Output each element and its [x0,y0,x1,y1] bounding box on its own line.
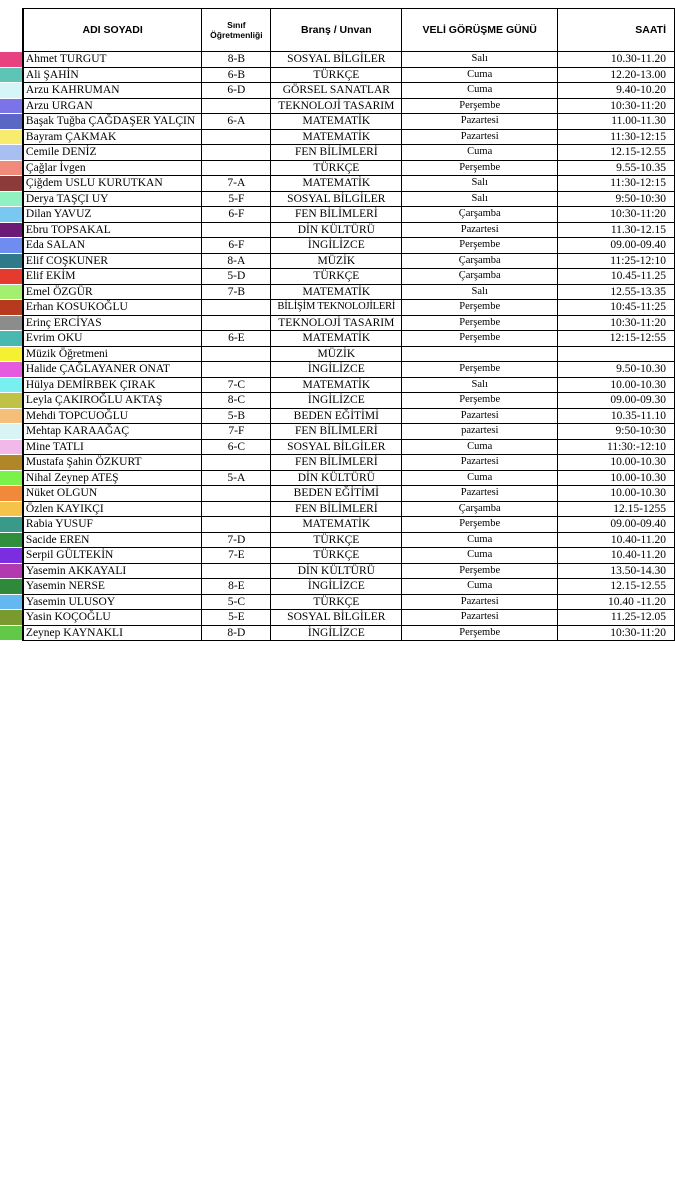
table-row [0,548,675,564]
meeting-time-cell: 11:30-12:15 [558,129,675,145]
class-cell: 6-F [202,207,271,223]
class-cell: 6-C [202,439,271,455]
meeting-time-cell: 10.45-11.25 [558,269,675,285]
class-cell [202,455,271,471]
branch-cell: SOSYAL BİLGİLER [271,52,402,68]
branch-header: Branş / Unvan [271,9,402,52]
table-row [0,501,675,517]
branch-cell: MATEMATİK [271,517,402,533]
teacher-name-cell: Evrim OKU [23,331,202,347]
row-color-swatch [0,191,23,207]
meeting-time-cell: 13.50-14.30 [558,563,675,579]
teacher-name-cell: Dilan YAVUZ [23,207,202,223]
branch-cell: DİN KÜLTÜRÜ [271,222,402,238]
table-row [0,424,675,440]
table-row [0,377,675,393]
meeting-day-cell: Cuma [402,470,558,486]
table-row [0,408,675,424]
row-color-swatch [0,145,23,161]
meeting-day-cell: Cuma [402,83,558,99]
table-row [0,129,675,145]
table-row [0,563,675,579]
teacher-name-cell: Çiğdem USLU KURUTKAN [23,176,202,192]
table-row [0,346,675,362]
name-header: ADI SOYADI [23,9,202,52]
color-column-header [0,9,23,52]
meeting-time-cell: 11.00-11.30 [558,114,675,130]
row-color-swatch [0,501,23,517]
table-row [0,439,675,455]
teacher-name-cell: Nüket OLGUN [23,486,202,502]
time-header: SAATİ [558,9,675,52]
meeting-time-cell: 9:50-10:30 [558,191,675,207]
teacher-name-cell: Erhan KOSUKOĞLU [23,300,202,316]
branch-cell: SOSYAL BİLGİLER [271,439,402,455]
class-cell [202,300,271,316]
meeting-time-cell: 10:30-11:20 [558,315,675,331]
row-color-swatch [0,176,23,192]
meeting-time-cell: 10.40-11.20 [558,548,675,564]
branch-cell: TÜRKÇE [271,160,402,176]
meeting-time-cell: 10:30-11:20 [558,98,675,114]
meeting-time-cell: 12.20-13.00 [558,67,675,83]
meeting-time-cell: 12:15-12:55 [558,331,675,347]
meeting-day-cell: Perşembe [402,331,558,347]
meeting-day-cell: Pazartesi [402,114,558,130]
class-cell [202,160,271,176]
meeting-day-cell: Salı [402,52,558,68]
row-color-swatch [0,439,23,455]
meeting-time-cell: 10.00-10.30 [558,377,675,393]
class-cell: 7-B [202,284,271,300]
meeting-day-cell: Pazartesi [402,594,558,610]
branch-cell: TÜRKÇE [271,269,402,285]
meeting-day-cell: Perşembe [402,393,558,409]
branch-cell: MATEMATİK [271,331,402,347]
meeting-day-cell: Cuma [402,439,558,455]
table-row [0,486,675,502]
table-row [0,191,675,207]
teacher-name-cell: Leyla ÇAKIROĞLU AKTAŞ [23,393,202,409]
teacher-name-cell: Cemile DENİZ [23,145,202,161]
table-row [0,284,675,300]
class-cell: 6-A [202,114,271,130]
class-cell: 8-D [202,625,271,641]
class-cell: 5-A [202,470,271,486]
meeting-time-cell: 11.25-12.05 [558,610,675,626]
branch-cell: DİN KÜLTÜRÜ [271,470,402,486]
class-cell [202,129,271,145]
branch-cell: FEN BİLİMLERİ [271,501,402,517]
meeting-day-cell: Cuma [402,145,558,161]
branch-cell: FEN BİLİMLERİ [271,455,402,471]
meeting-time-cell: 9:50-10:30 [558,424,675,440]
meeting-time-cell: 10:30-11:20 [558,625,675,641]
table-row [0,98,675,114]
meeting-time-cell: 11.30-12.15 [558,222,675,238]
teacher-meeting-table [0,8,675,641]
teacher-name-cell: Çağlar İvgen [23,160,202,176]
row-color-swatch [0,83,23,99]
branch-cell: İNGİLİZCE [271,238,402,254]
class-cell [202,98,271,114]
row-color-swatch [0,563,23,579]
row-color-swatch [0,346,23,362]
meeting-day-cell: Salı [402,377,558,393]
class-cell [202,315,271,331]
meeting-day-cell: Pazartesi [402,610,558,626]
class-header: Sınıf Öğretmenliği [202,9,271,52]
teacher-name-cell: Erinç ERCİYAS [23,315,202,331]
class-cell [202,486,271,502]
meeting-day-cell: Perşembe [402,362,558,378]
teacher-name-cell: Yasin KOÇOĞLU [23,610,202,626]
meeting-time-cell: 10.00-10.30 [558,455,675,471]
class-cell: 7-D [202,532,271,548]
teacher-name-cell: Özlen KAYIKÇI [23,501,202,517]
meeting-time-cell: 9.50-10.30 [558,362,675,378]
table-row [0,222,675,238]
table-row [0,269,675,285]
meeting-time-cell: 11:25-12:10 [558,253,675,269]
teacher-name-cell: Mehdi TOPCUOĞLU [23,408,202,424]
table-row [0,160,675,176]
class-cell: 6-E [202,331,271,347]
table-row [0,315,675,331]
table-row [0,145,675,161]
teacher-name-cell: Ali ŞAHİN [23,67,202,83]
meeting-day-cell: pazartesi [402,424,558,440]
meeting-day-cell: Salı [402,191,558,207]
table-row [0,393,675,409]
row-color-swatch [0,610,23,626]
table-row [0,362,675,378]
meeting-time-cell: 11:30-12:15 [558,176,675,192]
teacher-name-cell: Halide ÇAĞLAYANER ONAT [23,362,202,378]
meeting-time-cell: 9.55-10.35 [558,160,675,176]
branch-cell: TÜRKÇE [271,548,402,564]
branch-cell: MATEMATİK [271,377,402,393]
teacher-name-cell: Mehtap KARAAĞAÇ [23,424,202,440]
teacher-name-cell: Derya TAŞÇI UY [23,191,202,207]
branch-cell: TÜRKÇE [271,532,402,548]
branch-cell: BEDEN EĞİTİMİ [271,408,402,424]
table-row [0,300,675,316]
table-row [0,532,675,548]
branch-cell: BEDEN EĞİTİMİ [271,486,402,502]
class-cell [202,517,271,533]
meeting-time-cell: 10.30-11.20 [558,52,675,68]
teacher-name-cell: Elif EKİM [23,269,202,285]
teacher-name-cell: Arzu KAHRUMAN [23,83,202,99]
row-color-swatch [0,362,23,378]
teacher-name-cell: Başak Tuğba ÇAĞDAŞER YALÇIN [23,114,202,130]
row-color-swatch [0,284,23,300]
meeting-day-cell: Çarşamba [402,253,558,269]
meeting-time-cell: 10.40-11.20 [558,532,675,548]
meeting-time-cell: 10.35-11.10 [558,408,675,424]
row-color-swatch [0,269,23,285]
row-color-swatch [0,331,23,347]
branch-cell: MATEMATİK [271,176,402,192]
meeting-time-cell: 12.15-1255 [558,501,675,517]
class-cell [202,501,271,517]
row-color-swatch [0,160,23,176]
meeting-day-cell: Çarşamba [402,269,558,285]
teacher-name-cell: Zeynep KAYNAKLI [23,625,202,641]
day-header: VELİ GÖRÜŞME GÜNÜ [402,9,558,52]
branch-cell: SOSYAL BİLGİLER [271,610,402,626]
branch-cell: FEN BİLİMLERİ [271,424,402,440]
meeting-day-cell: Perşembe [402,315,558,331]
class-cell: 7-E [202,548,271,564]
meeting-day-cell: Salı [402,284,558,300]
meeting-day-cell: Cuma [402,67,558,83]
table-row [0,176,675,192]
meeting-time-cell: 10.00-10.30 [558,470,675,486]
row-color-swatch [0,222,23,238]
branch-cell: GÖRSEL SANATLAR [271,83,402,99]
class-cell: 7-F [202,424,271,440]
branch-cell: MATEMATİK [271,129,402,145]
teacher-name-cell: Emel ÖZGÜR [23,284,202,300]
meeting-day-cell: Perşembe [402,160,558,176]
teacher-name-cell: Müzik Öğretmeni [23,346,202,362]
table-row [0,114,675,130]
teacher-name-cell: Ebru TOPSAKAL [23,222,202,238]
teacher-name-cell: Yasemin NERSE [23,579,202,595]
class-cell: 5-E [202,610,271,626]
table-row [0,52,675,68]
teacher-name-cell: Ahmet TURGUT [23,52,202,68]
schedule-sheet [0,8,675,641]
teacher-name-cell: Rabia YUSUF [23,517,202,533]
meeting-day-cell: Çarşamba [402,501,558,517]
meeting-day-cell: Perşembe [402,625,558,641]
meeting-time-cell: 09.00-09.40 [558,238,675,254]
teacher-name-cell: Sacide EREN [23,532,202,548]
meeting-time-cell: 10.00-10.30 [558,486,675,502]
row-color-swatch [0,52,23,68]
table-row [0,470,675,486]
class-cell: 6-B [202,67,271,83]
class-cell [202,563,271,579]
table-row [0,625,675,641]
row-color-swatch [0,129,23,145]
branch-cell: MÜZİK [271,253,402,269]
row-color-swatch [0,579,23,595]
row-color-swatch [0,408,23,424]
meeting-day-cell: Perşembe [402,563,558,579]
class-cell: 8-B [202,52,271,68]
branch-cell: İNGİLİZCE [271,393,402,409]
meeting-time-cell: 10.40 -11.20 [558,594,675,610]
teacher-name-cell: Bayram ÇAKMAK [23,129,202,145]
branch-cell: FEN BİLİMLERİ [271,145,402,161]
branch-cell: DİN KÜLTÜRÜ [271,563,402,579]
row-color-swatch [0,625,23,641]
meeting-day-cell: Perşembe [402,98,558,114]
class-cell: 5-C [202,594,271,610]
teacher-name-cell: Nihal Zeynep ATEŞ [23,470,202,486]
branch-cell: FEN BİLİMLERİ [271,207,402,223]
branch-cell: TEKNOLOJİ TASARIM [271,98,402,114]
teacher-name-cell: Yasemin AKKAYALI [23,563,202,579]
branch-cell: TEKNOLOJİ TASARIM [271,315,402,331]
meeting-day-cell: Cuma [402,532,558,548]
branch-cell: BİLİŞİM TEKNOLOJİLERİ [271,300,402,316]
meeting-time-cell: 12.15-12.55 [558,579,675,595]
meeting-day-cell: Pazartesi [402,486,558,502]
branch-cell: İNGİLİZCE [271,362,402,378]
meeting-day-cell: Salı [402,176,558,192]
class-cell: 7-A [202,176,271,192]
meeting-day-cell: Perşembe [402,238,558,254]
teacher-name-cell: Yasemin ULUSOY [23,594,202,610]
table-row [0,253,675,269]
meeting-time-cell: 12.55-13.35 [558,284,675,300]
class-cell: 5-D [202,269,271,285]
meeting-time-cell: 09.00-09.40 [558,517,675,533]
row-color-swatch [0,114,23,130]
row-color-swatch [0,315,23,331]
table-row [0,207,675,223]
class-cell: 8-E [202,579,271,595]
class-cell: 5-F [202,191,271,207]
meeting-time-cell [558,346,675,362]
row-color-swatch [0,238,23,254]
teacher-name-cell: Serpil GÜLTEKİN [23,548,202,564]
class-cell [202,362,271,378]
table-row [0,83,675,99]
row-color-swatch [0,470,23,486]
teacher-name-cell: Eda SALAN [23,238,202,254]
branch-cell: İNGİLİZCE [271,579,402,595]
table-row [0,331,675,347]
meeting-day-cell: Cuma [402,548,558,564]
class-cell: 6-F [202,238,271,254]
branch-cell: SOSYAL BİLGİLER [271,191,402,207]
row-color-swatch [0,532,23,548]
class-cell: 5-B [202,408,271,424]
branch-cell: MATEMATİK [271,284,402,300]
meeting-day-cell: Pazartesi [402,222,558,238]
branch-cell: MÜZİK [271,346,402,362]
row-color-swatch [0,594,23,610]
meeting-day-cell: Perşembe [402,300,558,316]
meeting-day-cell: Cuma [402,579,558,595]
meeting-time-cell: 11:30:-12:10 [558,439,675,455]
class-cell [202,222,271,238]
branch-cell: TÜRKÇE [271,594,402,610]
row-color-swatch [0,300,23,316]
meeting-day-cell: Perşembe [402,517,558,533]
branch-cell: TÜRKÇE [271,67,402,83]
class-cell: 6-D [202,83,271,99]
branch-cell: MATEMATİK [271,114,402,130]
meeting-time-cell: 9.40-10.20 [558,83,675,99]
class-cell: 7-C [202,377,271,393]
table-row [0,517,675,533]
branch-cell: İNGİLİZCE [271,625,402,641]
class-cell: 8-A [202,253,271,269]
table-row [0,610,675,626]
table-row [0,594,675,610]
row-color-swatch [0,517,23,533]
teacher-name-cell: Elif COŞKUNER [23,253,202,269]
meeting-day-cell: Çarşamba [402,207,558,223]
meeting-day-cell: Pazartesi [402,455,558,471]
table-row [0,455,675,471]
class-cell [202,346,271,362]
meeting-day-cell: Pazartesi [402,408,558,424]
class-cell [202,145,271,161]
class-cell: 8-C [202,393,271,409]
meeting-day-cell: Pazartesi [402,129,558,145]
row-color-swatch [0,393,23,409]
table-row [0,67,675,83]
meeting-time-cell: 12.15-12.55 [558,145,675,161]
row-color-swatch [0,455,23,471]
meeting-time-cell: 10:45-11:25 [558,300,675,316]
table-row [0,579,675,595]
row-color-swatch [0,67,23,83]
row-color-swatch [0,424,23,440]
teacher-name-cell: Hülya DEMİRBEK ÇIRAK [23,377,202,393]
row-color-swatch [0,98,23,114]
row-color-swatch [0,207,23,223]
teacher-name-cell: Arzu URGAN [23,98,202,114]
meeting-day-cell [402,346,558,362]
meeting-time-cell: 09.00-09.30 [558,393,675,409]
teacher-name-cell: Mustafa Şahin ÖZKURT [23,455,202,471]
table-row [0,238,675,254]
row-color-swatch [0,253,23,269]
row-color-swatch [0,548,23,564]
header-row [0,9,675,52]
meeting-time-cell: 10:30-11:20 [558,207,675,223]
row-color-swatch [0,486,23,502]
teacher-name-cell: Mine TATLI [23,439,202,455]
row-color-swatch [0,377,23,393]
